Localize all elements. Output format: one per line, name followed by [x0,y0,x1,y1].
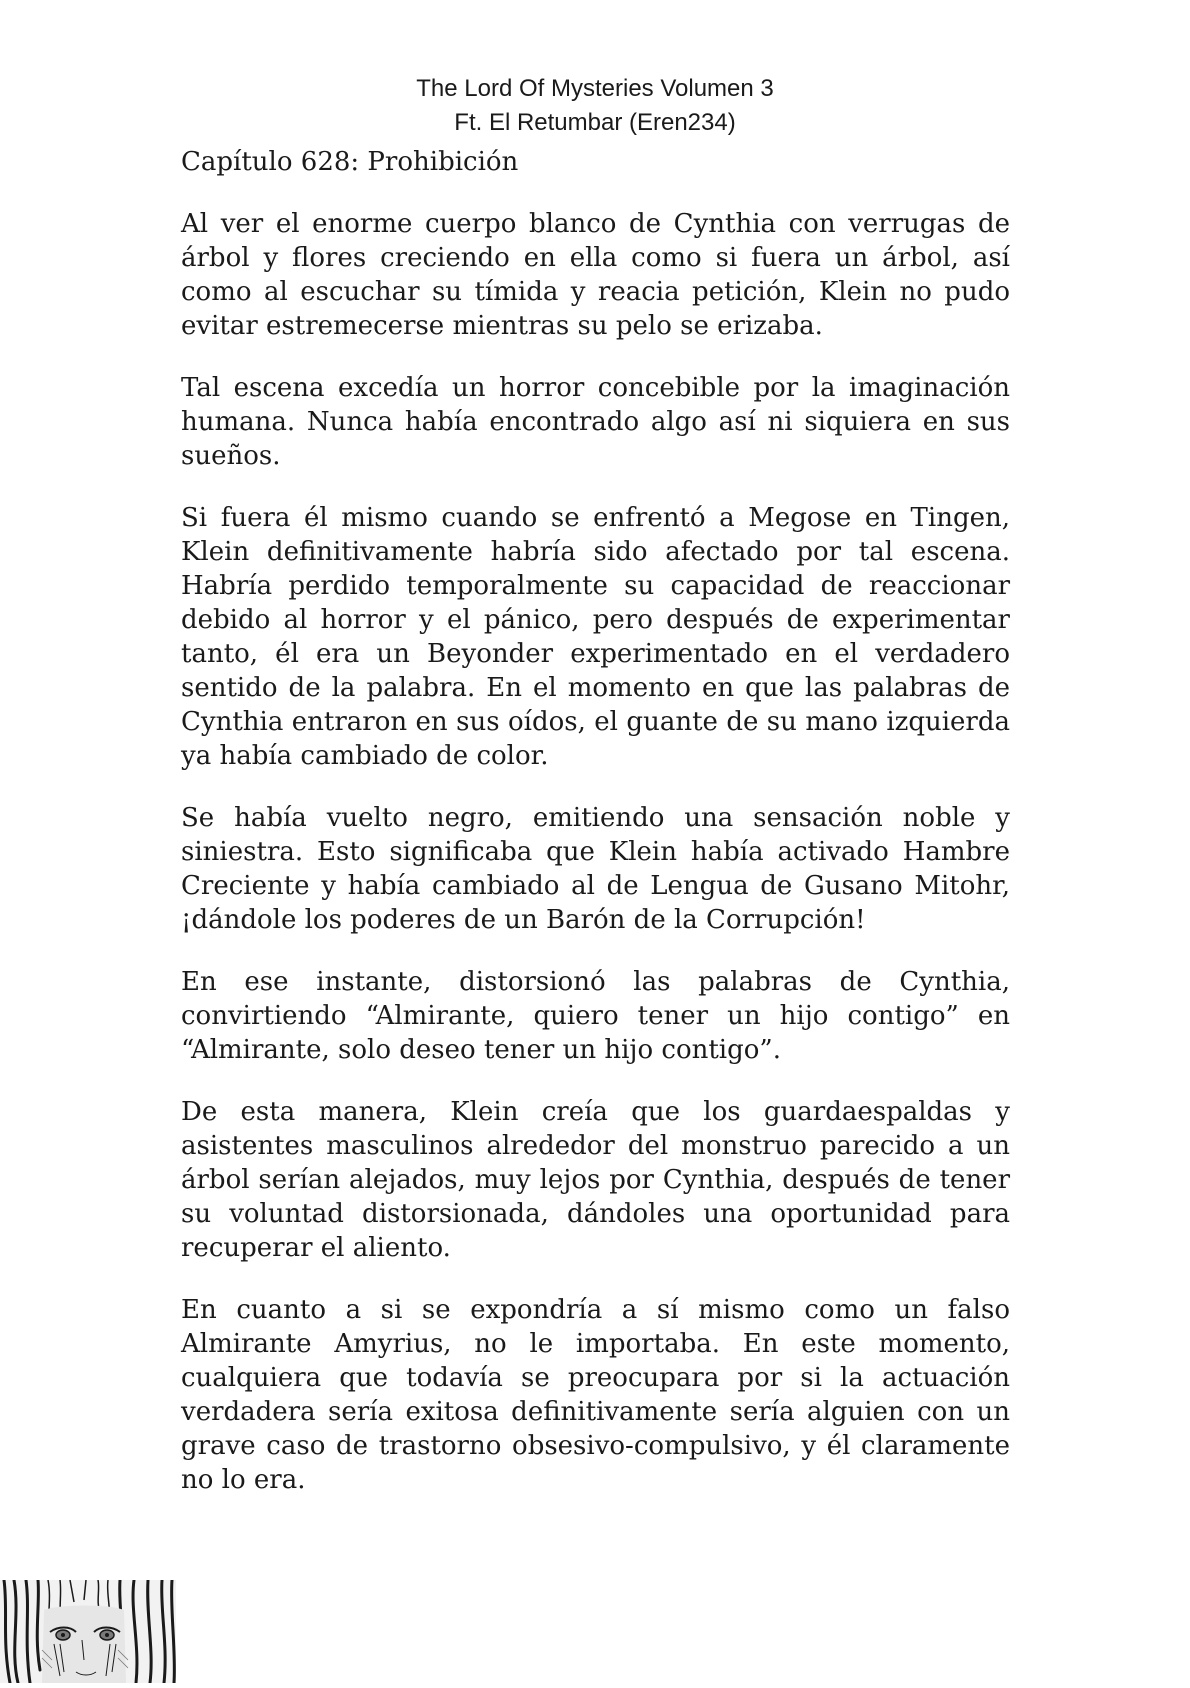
paragraph-7: En cuanto a si se expondría a sí mismo como un falso Almirante Amyrius, no le importaba. En este momento, cualquiera que todavía se preocupara por si la actuación verdadera sería exitosa definitivamente sería alguien con un grave caso de trastorno obsesivo-compulsivo, y él claramente no lo era. [181,1295,1010,1495]
paragraph-2: Tal escena excedía un horror concebible por la imaginación humana. Nunca había encontrado algo así ni siquiera en sus sueños. [181,373,1010,471]
paragraph-6: De esta manera, Klein creía que los guardaespaldas y asistentes masculinos alrededor del monstruo parecido a un árbol serían alejados, muy lejos por Cynthia, después de tener su voluntad distorsionada, dándoles una oportunidad para recuperar el aliento. [181,1097,1010,1263]
manga-character-portrait-icon [0,1580,176,1683]
paragraph-3: Si fuera él mismo cuando se enfrentó a Megose en Tingen, Klein definitivamente habría sido afectado por tal escena. Habría perdido temporalmente su capacidad de reaccionar debido al horror y el pánico, pero después de experimentar tanto, él era un Beyonder experimentado en el verdadero sentido de la palabra. En el momento en que las palabras de Cynthia entraron en sus oídos, el guante de su mano izquierda ya había cambiado de color. [181,503,1010,771]
paragraph-5: En ese instante, distorsionó las palabras de Cynthia, convirtiendo “Almirante, quiero tener un hijo contigo” en “Almirante, solo deseo tener un hijo contigo”. [181,967,1010,1065]
header-series-title: The Lord Of Mysteries Volumen 3 [416,75,774,102]
paragraph-4: Se había vuelto negro, emitiendo una sensación noble y siniestra. Esto significaba que Klein había activado Hambre Creciente y había cambiado al de Lengua de Gusano Mitohr, ¡dándole los poderes de un Barón de la Corrupción! [181,803,1010,935]
header-translator-credit: Ft. El Retumbar (Eren234) [454,109,736,136]
chapter-content [181,145,1010,1525]
chapter-title: Capítulo 628: Prohibición [181,147,519,177]
paragraph-1: Al ver el enorme cuerpo blanco de Cynthia con verrugas de árbol y flores creciendo en ella como si fuera un árbol, así como al escuchar su tímida y reacia petición, Klein no pudo evitar estremecerse mientras su pelo se erizaba. [181,209,1010,341]
page-header [0,72,1190,140]
